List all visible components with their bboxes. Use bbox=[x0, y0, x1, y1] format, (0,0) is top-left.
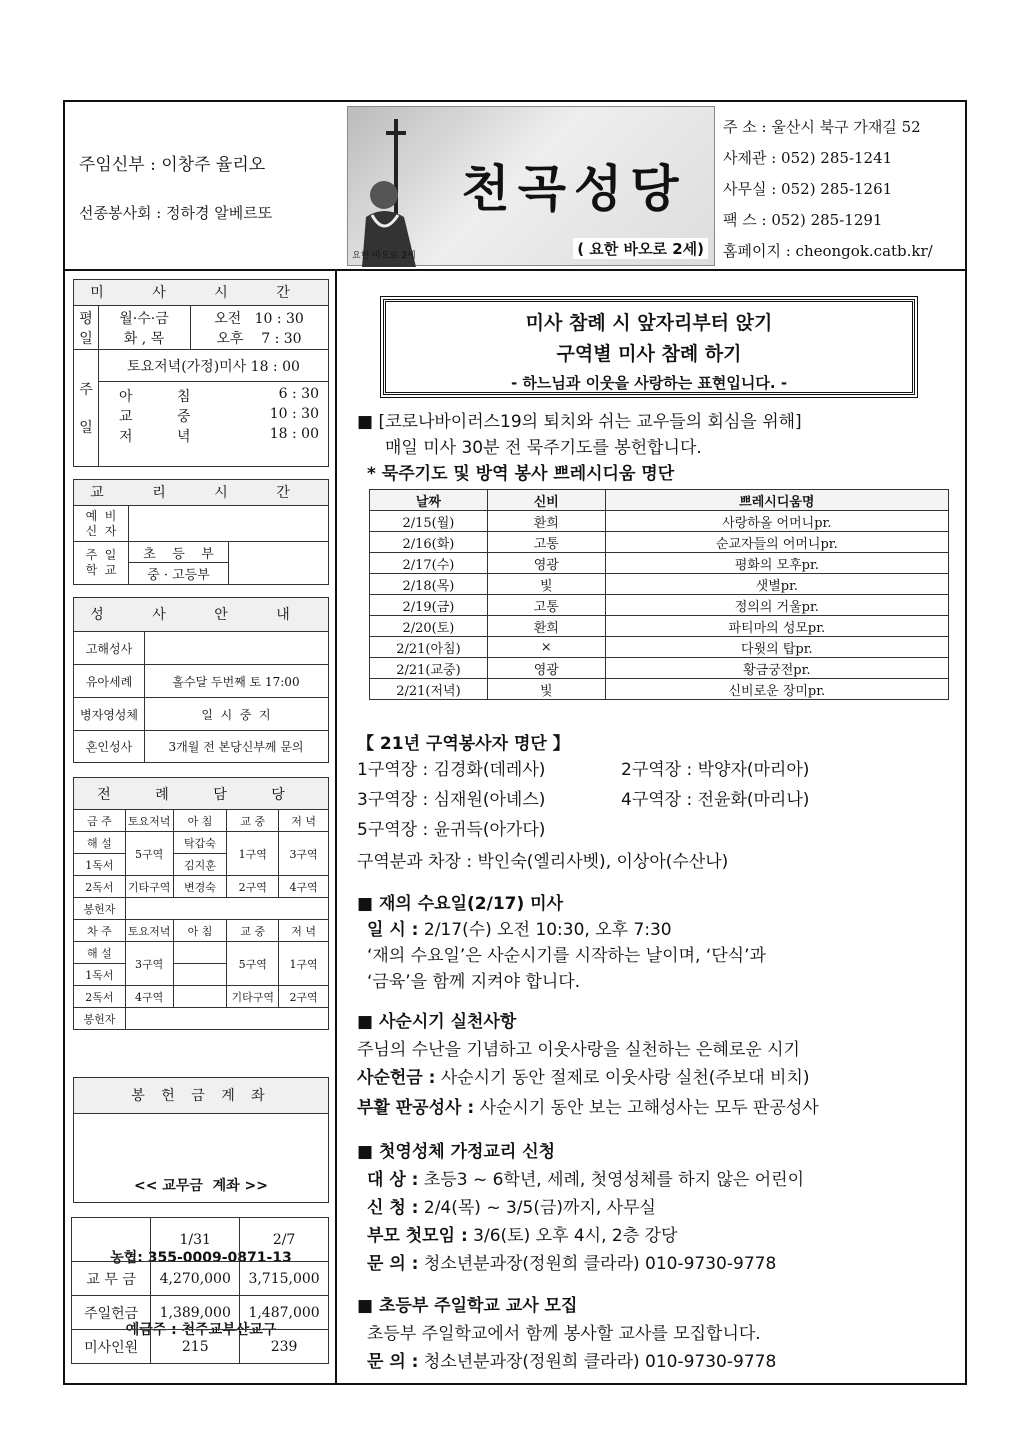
ash-time-label: 일 시 : bbox=[367, 920, 419, 940]
table-row bbox=[370, 595, 949, 616]
table-row bbox=[370, 658, 949, 679]
stats-sunday-1: 1,389,000 bbox=[151, 1296, 240, 1330]
confession-label: 고해성사 bbox=[85, 641, 133, 656]
rosary-mystery: 영광 bbox=[487, 553, 605, 574]
catechumen-label: 예 비 신 자 bbox=[85, 508, 117, 538]
contact-homepage[interactable]: 홈페이지 : cheongok.catb.kr/ bbox=[723, 242, 933, 260]
sunday-main-label: 교 중 bbox=[119, 409, 191, 425]
district-vice: 구역분과 차장 : 박인숙(엘리사벳), 이상아(수산나) bbox=[357, 852, 729, 872]
rosary-header-praesidium: 쁘레시디움명 bbox=[605, 490, 948, 511]
teachers-heading: ■ 초등부 주일학교 교사 모집 bbox=[357, 1296, 578, 1316]
week1-header-2: 아 침 bbox=[173, 810, 227, 832]
rosary-mystery: 고통 bbox=[487, 595, 605, 616]
rosary-date: 2/20(토) bbox=[370, 616, 488, 637]
rosary-praesidium: 정의의 거울pr. bbox=[605, 595, 948, 616]
account-holder: 예금주 : 천주교부산교구 bbox=[125, 1322, 277, 1338]
patron-saint: ( 요한 바오로 2세) bbox=[573, 238, 708, 259]
week1-morning-2: 김지훈 bbox=[173, 854, 227, 876]
saturday-mass: 토요저녁(가정)미사 18 : 00 bbox=[99, 350, 328, 382]
account-title: 봉 헌 금 계 좌 bbox=[74, 1078, 328, 1114]
left-column bbox=[65, 271, 337, 1383]
rosary-date: 2/21(아침) bbox=[370, 637, 488, 658]
rosary-date: 2/21(교중) bbox=[370, 658, 488, 679]
ash-wednesday-heading: ■ 재의 수요일(2/17) 미사 bbox=[357, 894, 564, 914]
rosary-schedule-table bbox=[369, 489, 949, 700]
sunday-school-label: 주 일 학 교 bbox=[85, 548, 117, 577]
rosary-mystery: 빛 bbox=[487, 679, 605, 700]
rosary-date: 2/15(월) bbox=[370, 511, 488, 532]
infant-baptism-value: 홀수달 두번째 토 17:00 bbox=[172, 674, 300, 689]
weekday-days-1: 월·수·금 bbox=[119, 310, 169, 327]
pope-figure-icon bbox=[354, 117, 434, 267]
stats-attendance-1: 215 bbox=[151, 1330, 240, 1364]
account-number: 농협: 355-0009-0871-13 bbox=[110, 1250, 292, 1266]
liturgy-title: 전 례 담 당 bbox=[74, 778, 329, 810]
communion-target: 초등3 ~ 6학년, 세례, 첫영성체를 하지 않은 어린이 bbox=[423, 1170, 804, 1190]
district-leader-3: 3구역장 : 심재원(아녜스) bbox=[357, 790, 546, 810]
district-leader-5: 5구역장 : 윤귀득(아가다) bbox=[357, 820, 546, 840]
banner-line3: - 하느님과 이웃을 사랑하는 표현입니다. - bbox=[510, 374, 788, 392]
notice-banner bbox=[383, 299, 915, 395]
communion-contact-label: 문 의 : bbox=[367, 1254, 419, 1274]
marriage-label: 혼인성사 bbox=[85, 740, 133, 754]
sunday-evening-label: 저 녁 bbox=[119, 429, 191, 445]
rosary-subheading: * 묵주기도 및 방역 봉사 쁘레시디움 명단 bbox=[367, 464, 675, 484]
rosary-mystery: 영광 bbox=[487, 658, 605, 679]
ash-desc-2: ‘금육’을 함께 지켜야 합니다. bbox=[367, 972, 581, 992]
week1-sat-2: 기타구역 bbox=[125, 876, 173, 898]
week2-eve-2: 2구역 bbox=[279, 986, 329, 1008]
rosary-header-date: 날짜 bbox=[370, 490, 488, 511]
table-row bbox=[370, 511, 949, 532]
mass-times-box bbox=[73, 279, 329, 467]
weekday-time-1: 오전 10 : 30 bbox=[214, 310, 304, 327]
week1-header-3: 교 중 bbox=[227, 810, 279, 832]
communion-parents-label: 부모 첫모임 : bbox=[367, 1226, 468, 1246]
sunday-morning-label: 아 침 bbox=[119, 389, 191, 405]
week2-commentator: 해 설 bbox=[74, 942, 126, 964]
right-column bbox=[339, 271, 965, 1383]
rosary-header-mystery: 신비 bbox=[487, 490, 605, 511]
communion-target-label: 대 상 : bbox=[367, 1170, 419, 1190]
rosary-praesidium: 다윗의 탑pr. bbox=[605, 637, 948, 658]
middle-high-label: 중 · 고등부 bbox=[129, 563, 229, 584]
confession-value bbox=[144, 632, 328, 664]
stats-dues-2: 3,715,000 bbox=[240, 1262, 329, 1296]
stats-date-2: 2/7 bbox=[240, 1218, 329, 1262]
rosary-praesidium: 평화의 모후pr. bbox=[605, 553, 948, 574]
week2-header-1: 토요저녁 bbox=[125, 920, 173, 942]
bulletin-header bbox=[65, 102, 965, 271]
sick-communion-value: 일 시 중 지 bbox=[201, 707, 271, 722]
week2-header-4: 저 녁 bbox=[279, 920, 329, 942]
teachers-contact: 청소년분과장(정원희 클라라) 010-9730-9778 bbox=[423, 1352, 777, 1372]
lent-offering-label: 사순헌금 : bbox=[357, 1068, 436, 1088]
table-row bbox=[370, 574, 949, 595]
lent-line1: 주님의 수난을 기념하고 이웃사랑을 실천하는 은혜로운 시기 bbox=[357, 1040, 800, 1060]
communion-contact: 청소년분과장(정원희 클라라) 010-9730-9778 bbox=[423, 1254, 777, 1274]
week2-eve-1: 1구역 bbox=[279, 942, 329, 986]
infant-baptism-label: 유아세례 bbox=[85, 674, 133, 689]
sunday-main-time: 10 : 30 bbox=[269, 406, 319, 422]
stats-sunday-2: 1,487,000 bbox=[240, 1296, 329, 1330]
church-name: 천곡성당 bbox=[461, 160, 687, 218]
week1-eve-1: 3구역 bbox=[279, 832, 329, 876]
district-leader-2: 2구역장 : 박양자(마리아) bbox=[621, 760, 810, 780]
week1-reader1: 1독서 bbox=[74, 854, 126, 876]
rosary-mystery: 환희 bbox=[487, 511, 605, 532]
communion-apply-label: 신 청 : bbox=[367, 1198, 419, 1218]
week2-sat-2: 4구역 bbox=[125, 986, 173, 1008]
marriage-value: 3개월 전 본당신부께 문의 bbox=[168, 740, 304, 754]
sick-communion-label: 병자영성체 bbox=[80, 707, 138, 722]
ash-time: 2/17(수) 오전 10:30, 오후 7:30 bbox=[423, 920, 672, 940]
week1-eve-2: 4구역 bbox=[279, 876, 329, 898]
mass-times-title: 미 사 시 간 bbox=[74, 280, 328, 306]
table-row bbox=[370, 679, 949, 700]
catechism-title: 교 리 시 간 bbox=[74, 480, 328, 506]
week1-sat-1: 5구역 bbox=[125, 832, 173, 876]
district-heading: 【 21년 구역봉사자 명단 】 bbox=[357, 734, 570, 754]
week2-header-0: 차 주 bbox=[74, 920, 126, 942]
banner-line1: 미사 참례 시 앞자리부터 앉기 bbox=[525, 312, 773, 334]
rosary-date: 2/21(저녁) bbox=[370, 679, 488, 700]
rosary-mystery: 고통 bbox=[487, 532, 605, 553]
ash-desc-1: ‘재의 수요일’은 사순시기를 시작하는 날이며, ‘단식’과 bbox=[367, 946, 766, 966]
communion-apply: 2/4(목) ~ 3/5(금)까지, 사무실 bbox=[423, 1198, 656, 1218]
weekday-time-2: 오후 7 : 30 bbox=[216, 330, 302, 347]
week2-sat-1: 3구역 bbox=[125, 942, 173, 986]
stats-dues-1: 4,270,000 bbox=[151, 1262, 240, 1296]
pastor-name: 주임신부 : 이창주 율리오 bbox=[79, 155, 266, 175]
sacraments-title: 성 사 안 내 bbox=[74, 598, 328, 632]
covid-line: 매일 미사 30분 전 묵주기도를 봉헌합니다. bbox=[385, 438, 702, 458]
sunday-evening-time: 18 : 00 bbox=[269, 426, 319, 442]
week1-main-2: 2구역 bbox=[227, 876, 279, 898]
offering-stats-table bbox=[71, 1217, 329, 1364]
week1-reader2: 2독서 bbox=[74, 876, 126, 898]
stats-label-sunday: 주일헌금 bbox=[72, 1296, 151, 1330]
teachers-line: 초등부 주일학교에서 함께 봉사할 교사를 모집합니다. bbox=[367, 1324, 761, 1344]
contact-rectory: 사제관 : 052) 285-1241 bbox=[723, 149, 893, 167]
rosary-date: 2/18(목) bbox=[370, 574, 488, 595]
contact-office: 사무실 : 052) 285-1261 bbox=[723, 180, 893, 198]
stats-date-1: 1/31 bbox=[151, 1218, 240, 1262]
week1-main-1: 1구역 bbox=[227, 832, 279, 876]
week2-reader2: 2독서 bbox=[74, 986, 126, 1008]
teachers-contact-label: 문 의 : bbox=[367, 1352, 419, 1372]
photo-caption: 요한 바오로 2세 bbox=[352, 251, 416, 261]
week1-commentator: 해 설 bbox=[74, 832, 126, 854]
contact-address: 주 소 : 울산시 북구 가재길 52 bbox=[723, 118, 921, 136]
rosary-praesidium: 샛별pr. bbox=[605, 574, 948, 595]
communion-parents: 3/6(토) 오후 4시, 2층 강당 bbox=[473, 1226, 678, 1246]
liturgy-table bbox=[73, 777, 329, 1030]
district-leader-1: 1구역장 : 김경화(데레사) bbox=[357, 760, 546, 780]
week2-offering: 봉헌자 bbox=[74, 1008, 126, 1030]
communion-heading: ■ 첫영성체 가정교리 신청 bbox=[357, 1142, 556, 1162]
sacraments-box bbox=[73, 597, 329, 763]
rosary-praesidium: 신비로운 장미pr. bbox=[605, 679, 948, 700]
stats-attendance-2: 239 bbox=[240, 1330, 329, 1364]
lent-heading: ■ 사순시기 실천사항 bbox=[357, 1012, 517, 1032]
rosary-praesidium: 사랑하올 어머니pr. bbox=[605, 511, 948, 532]
week1-morning-1: 탁갑숙 bbox=[173, 832, 227, 854]
stats-label-attendance: 미사인원 bbox=[72, 1330, 151, 1364]
account-line1: << 교무금 계좌 >> bbox=[133, 1178, 269, 1194]
week1-header-1: 토요저녁 bbox=[125, 810, 173, 832]
week2-header-2: 아 침 bbox=[173, 920, 227, 942]
lent-offering: 사순시기 동안 절제로 이웃사랑 실천(주보대 비치) bbox=[440, 1068, 810, 1088]
contact-fax: 팩 스 : 052) 285-1291 bbox=[723, 211, 883, 229]
catechism-box bbox=[73, 479, 329, 585]
rosary-mystery: 빛 bbox=[487, 574, 605, 595]
rosary-praesidium: 황금궁전pr. bbox=[605, 658, 948, 679]
weekday-label-1: 평 bbox=[79, 310, 93, 327]
week2-reader1: 1독서 bbox=[74, 964, 126, 986]
funeral-committee: 선종봉사회 : 정하경 알베르또 bbox=[79, 204, 273, 222]
rosary-mystery: × bbox=[487, 637, 605, 658]
week1-offering: 봉헌자 bbox=[74, 898, 126, 920]
bulletin-frame bbox=[63, 100, 967, 1385]
weekday-days-2: 화 , 목 bbox=[123, 330, 165, 347]
week1-header-4: 저 녁 bbox=[279, 810, 329, 832]
rosary-mystery: 환희 bbox=[487, 616, 605, 637]
rosary-date: 2/16(화) bbox=[370, 532, 488, 553]
lent-confession-label: 부활 판공성사 : bbox=[357, 1098, 475, 1118]
sunday-morning-time: 6 : 30 bbox=[278, 386, 319, 402]
rosary-date: 2/17(수) bbox=[370, 553, 488, 574]
table-row bbox=[370, 532, 949, 553]
sunday-label-1: 주 bbox=[79, 382, 93, 398]
weekday-label-2: 일 bbox=[79, 330, 93, 347]
week2-main-1: 5구역 bbox=[227, 942, 279, 986]
stats-label-dues: 교 무 금 bbox=[72, 1262, 151, 1296]
rosary-praesidium: 순교자들의 어머니pr. bbox=[605, 532, 948, 553]
week1-header-0: 금 주 bbox=[74, 810, 126, 832]
rosary-date: 2/19(금) bbox=[370, 595, 488, 616]
week2-header-3: 교 중 bbox=[227, 920, 279, 942]
rosary-praesidium: 파티마의 성모pr. bbox=[605, 616, 948, 637]
covid-heading: ■ [코로나바이러스19의 퇴치와 쉬는 교우들의 회심을 위해] bbox=[357, 412, 802, 432]
week1-morning-3: 변경숙 bbox=[173, 876, 227, 898]
table-row bbox=[370, 616, 949, 637]
sunday-label-2: 일 bbox=[79, 420, 93, 436]
lent-confession: 사순시기 동안 보는 고해성사는 모두 판공성사 bbox=[479, 1098, 819, 1118]
district-leader-4: 4구역장 : 전윤화(마리나) bbox=[621, 790, 810, 810]
church-logo bbox=[347, 106, 715, 266]
table-row bbox=[370, 637, 949, 658]
table-row bbox=[370, 553, 949, 574]
liturgy-box bbox=[73, 777, 329, 1065]
elementary-label: 초 등 부 bbox=[129, 542, 229, 563]
banner-line2: 구역별 미사 참례 하기 bbox=[556, 343, 742, 365]
week2-main-2: 기타구역 bbox=[227, 986, 279, 1008]
